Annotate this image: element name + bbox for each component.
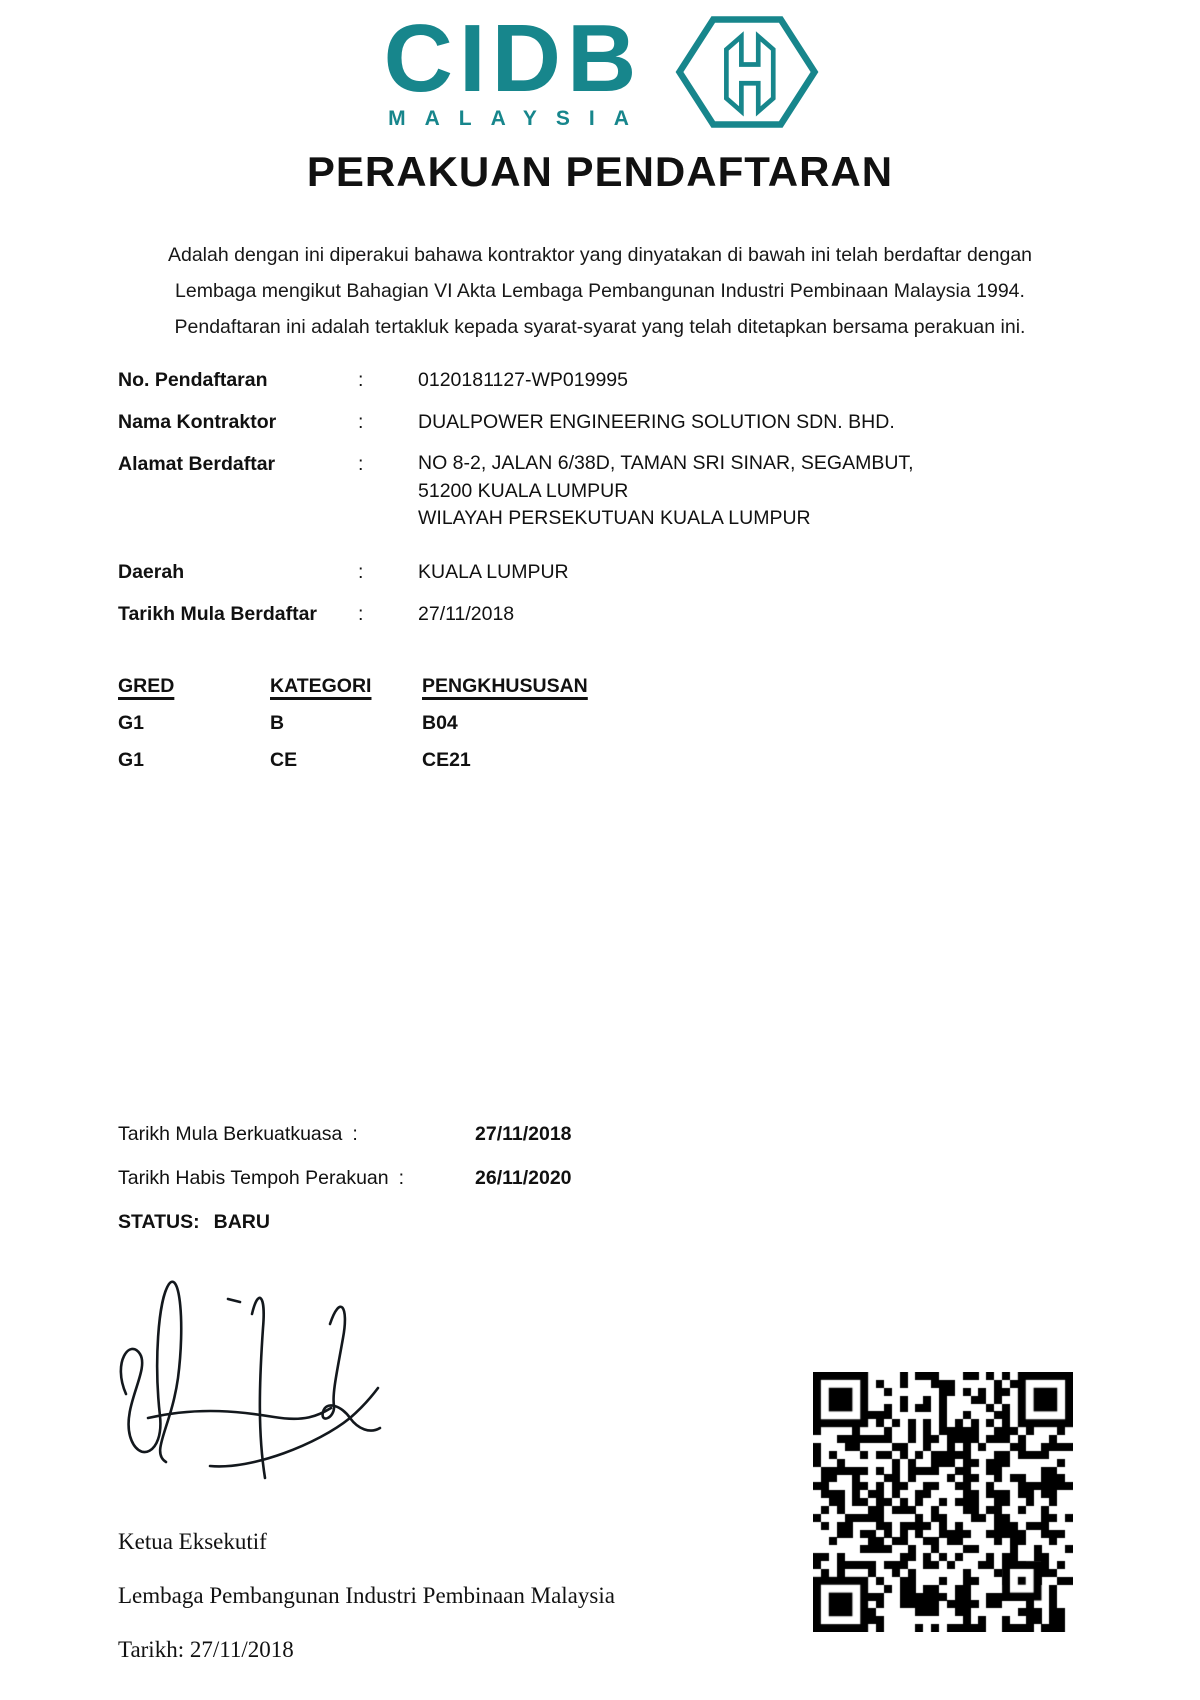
cidb-logo-subtext: MALAYSIA	[388, 107, 648, 130]
address-line-3: WILAYAH PERSEKUTUAN KUALA LUMPUR	[418, 507, 811, 529]
detail-value: KUALA LUMPUR	[418, 560, 569, 583]
organization-name: Lembaga Pembangunan Industri Pembinaan Malaysia	[118, 1583, 615, 1608]
cidb-wordmark	[378, 5, 648, 131]
detail-row-registration-no	[118, 366, 1098, 394]
cell-gred: G1	[118, 712, 145, 734]
intro-line-3: Pendaftaran ini adalah tertakluk kepada syarat-syarat yang telah ditetapkan bersama perakuan ini.	[174, 316, 1026, 338]
cidb-logo-text: CIDB	[383, 5, 643, 112]
effective-date-row	[118, 1120, 918, 1148]
footer-block	[118, 1527, 615, 1689]
effective-date-value: 27/11/2018	[475, 1123, 572, 1145]
table-row	[118, 709, 818, 737]
detail-row-registered-address	[118, 450, 1098, 533]
expiry-date-row	[118, 1164, 918, 1192]
expiry-date-label	[118, 1164, 475, 1192]
col-header-pengkhususan: PENGKHUSUSAN	[422, 675, 588, 697]
cell-kategori: B	[270, 712, 285, 734]
detail-value	[418, 450, 1098, 533]
registration-details	[118, 366, 1098, 642]
table-row	[118, 746, 818, 774]
detail-row-registration-start-date	[118, 600, 1098, 628]
validity-block	[118, 1120, 918, 1236]
intro-line-1: Adalah dengan ini diperakui bahawa kontraktor yang dinyatakan di bawah ini telah berdaftar dengan	[167, 244, 1033, 266]
detail-separator: :	[358, 411, 364, 433]
intro-paragraph	[60, 237, 1140, 345]
qr-code-icon	[813, 1372, 1073, 1632]
status-label: STATUS:	[118, 1211, 200, 1233]
header-logo	[0, 5, 1200, 134]
col-header-gred: GRED	[118, 675, 175, 697]
signatory-title: Ketua Eksekutif	[118, 1529, 267, 1554]
separator: :	[398, 1167, 405, 1189]
status-badge: BARU	[213, 1211, 270, 1233]
address-line-1: NO 8-2, JALAN 6/38D, TAMAN SRI SINAR, SEGAMBUT,	[418, 452, 914, 474]
col-header-kategori: KATEGORI	[270, 675, 372, 697]
detail-separator: :	[358, 560, 364, 583]
detail-value: 27/11/2018	[418, 602, 515, 625]
grades-header-row	[118, 672, 818, 700]
detail-label: No. Pendaftaran	[118, 369, 268, 391]
detail-value: DUALPOWER ENGINEERING SOLUTION SDN. BHD.	[418, 411, 895, 433]
separator: :	[352, 1123, 358, 1145]
cell-kategori: CE	[270, 749, 298, 771]
detail-label: Tarikh Mula Berdaftar	[118, 602, 318, 625]
detail-value: 0120181127-WP019995	[418, 369, 628, 391]
status-line	[118, 1208, 918, 1236]
signature-scribble-icon	[92, 1266, 382, 1491]
grades-table	[118, 672, 818, 774]
detail-label: Nama Kontraktor	[118, 411, 277, 433]
label-text: Tarikh Mula Berkuatkuasa	[118, 1123, 343, 1145]
cidb-hexagon-icon	[672, 10, 822, 134]
address-line-2: 51200 KUALA LUMPUR	[418, 479, 629, 502]
detail-separator: :	[358, 369, 364, 391]
intro-line-2: Lembaga mengikut Bahagian VI Akta Lembaga Pembangunan Industri Pembinaan Malaysia 1994.	[175, 280, 1025, 302]
detail-row-district	[118, 558, 1098, 586]
cell-pengkhususan: CE21	[422, 749, 471, 771]
label-text: Tarikh Habis Tempoh Perakuan	[118, 1167, 389, 1189]
expiry-date-value: 26/11/2020	[475, 1167, 572, 1189]
detail-separator: :	[358, 602, 364, 625]
page-title: PERAKUAN PENDAFTARAN	[306, 148, 894, 195]
detail-label: Alamat Berdaftar	[118, 453, 276, 475]
issue-date: Tarikh: 27/11/2018	[118, 1637, 294, 1662]
detail-separator: :	[358, 453, 364, 475]
detail-label: Daerah	[118, 560, 185, 583]
cell-pengkhususan: B04	[422, 712, 458, 734]
effective-date-label	[118, 1120, 475, 1148]
detail-row-contractor-name	[118, 408, 1098, 436]
cell-gred: G1	[118, 749, 145, 771]
